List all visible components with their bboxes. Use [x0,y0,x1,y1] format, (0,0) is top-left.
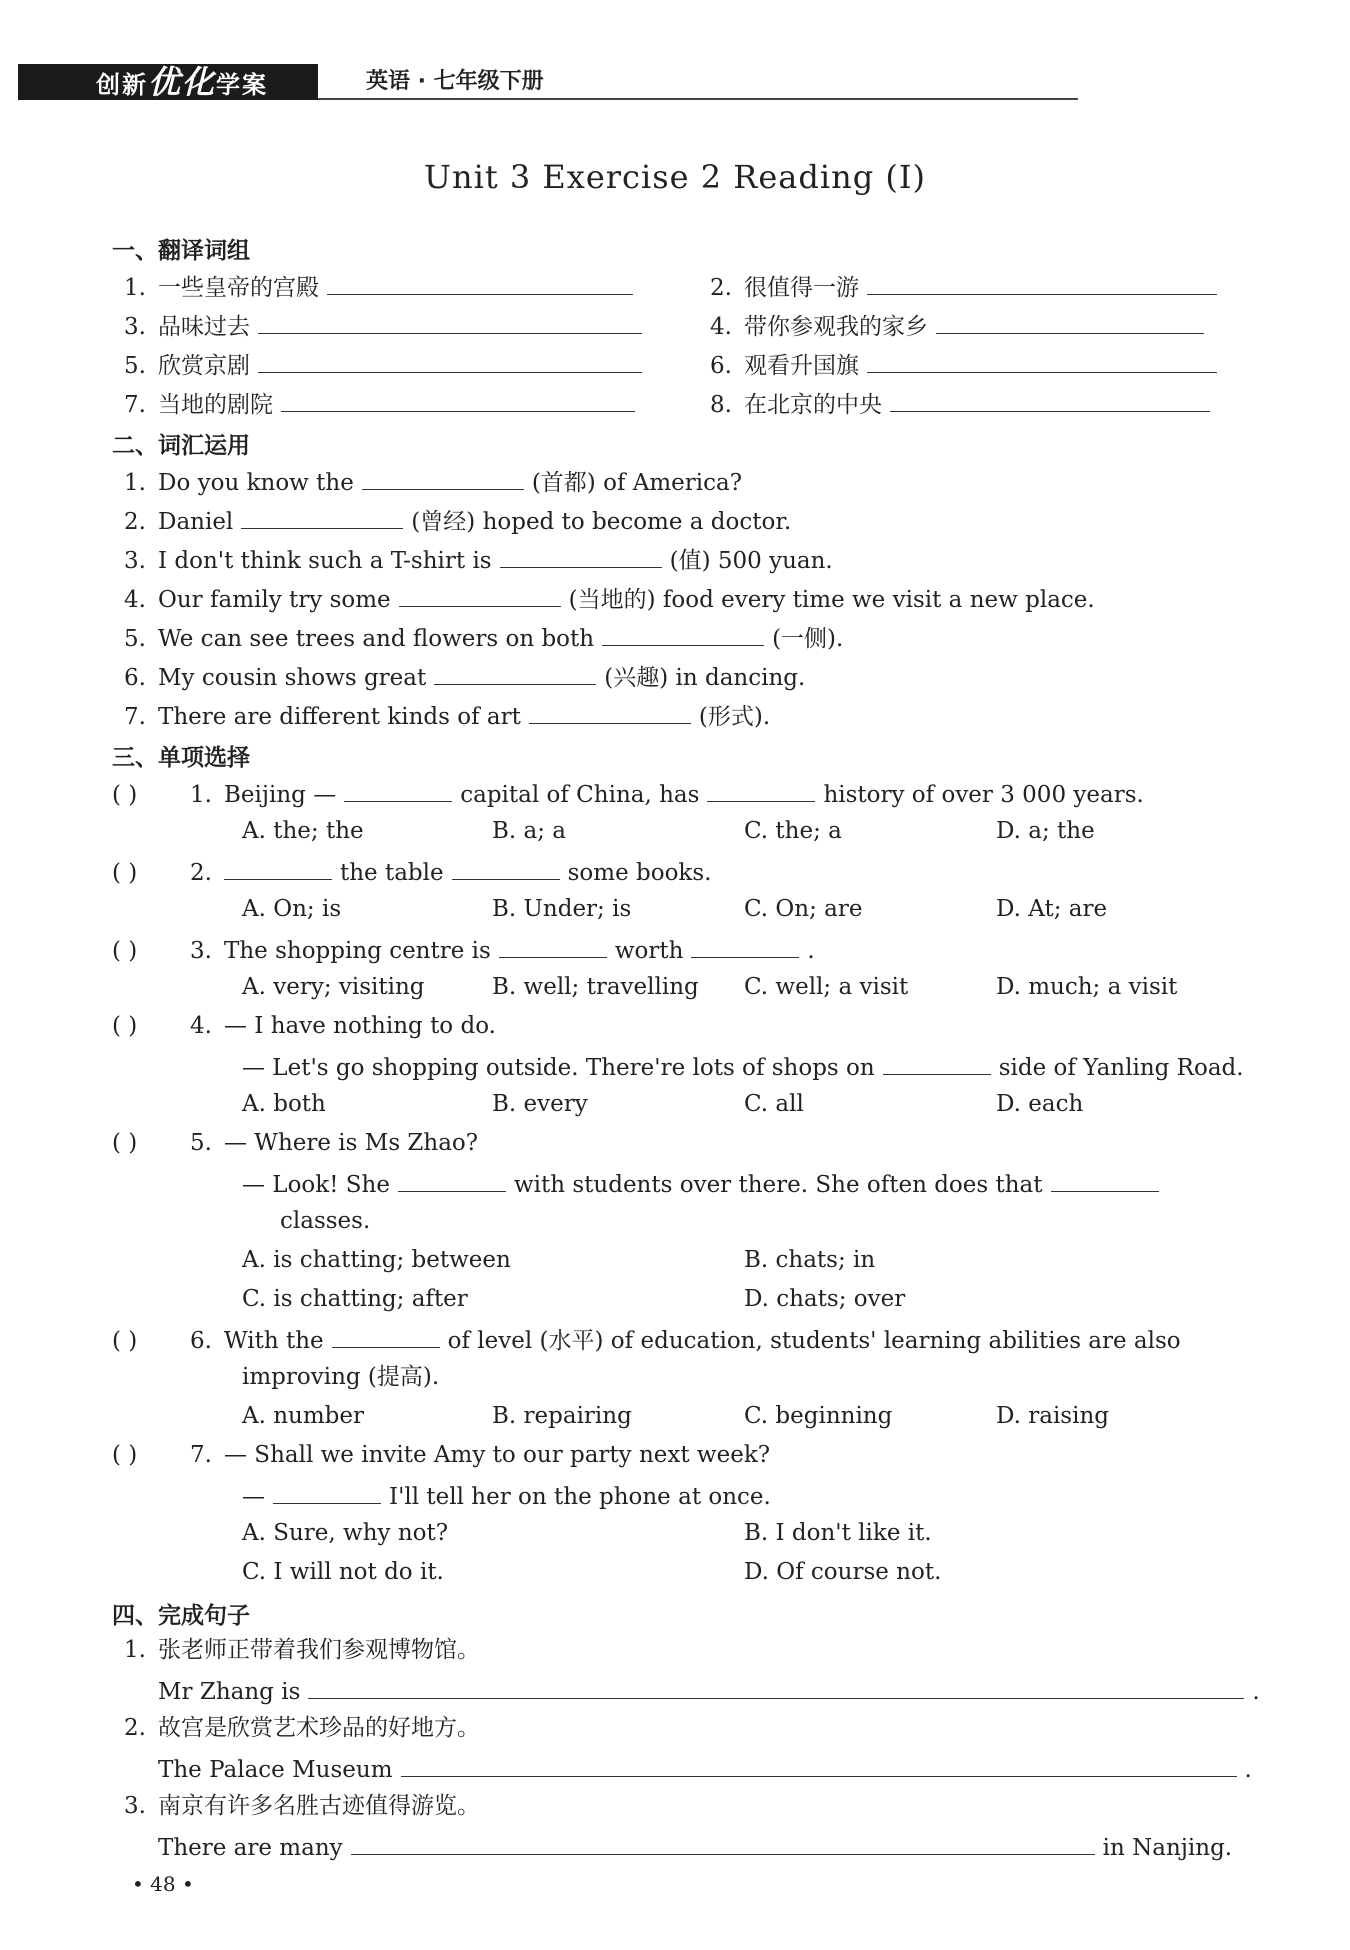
answer-blank[interactable] [867,270,1217,295]
answer-blank[interactable] [241,504,403,529]
question-text: — Let's go shopping outside. There're lots of shops on [242,1055,875,1081]
item-number: 3. [124,314,146,340]
mc-question-6-line-2: improving (提高). [242,1364,440,1390]
answer-blank[interactable] [500,543,662,568]
item-number: 5. [190,1130,212,1156]
item-text-after: hoped to become a doctor. [482,509,792,535]
item-text: 品味过去 [158,314,250,340]
option-a[interactable]: A. the; the [242,818,364,844]
item-hint: (兴趣) [604,665,669,691]
item-number: 7. [190,1442,212,1468]
english-start: The Palace Museum [158,1757,393,1783]
item-number: 7. [124,392,146,418]
option-b[interactable]: B. a; a [492,818,567,844]
answer-blank[interactable] [308,1674,1244,1699]
question-text: Beijing — [224,782,337,808]
translate-item-7 [124,387,643,420]
chinese-sentence: 张老师正带着我们参观博物馆。 [158,1637,480,1663]
answer-blank[interactable] [452,855,560,880]
item-number: 1. [124,275,146,301]
option-a[interactable]: A. Sure, why not? [242,1520,449,1546]
item-number: 5. [124,353,146,379]
answer-blank[interactable] [327,270,633,295]
option-d[interactable]: D. much; a visit [996,974,1178,1000]
item-number: 1. [124,1637,146,1663]
item-number: 4. [124,587,146,613]
answer-bracket[interactable]: ( ) [112,1442,138,1468]
question-text: I'll tell her on the phone at once. [389,1484,771,1510]
vocab-item-5 [124,621,843,654]
question-text: — Where is Ms Zhao? [224,1130,479,1156]
complete-item-2-zh [124,1713,480,1743]
option-b[interactable]: B. every [492,1091,588,1117]
answer-blank[interactable] [344,777,452,802]
question-text: . [807,938,815,964]
english-start: Mr Zhang is [158,1679,301,1705]
question-text: some books. [567,860,712,886]
item-number: 6. [124,665,146,691]
answer-blank[interactable] [867,348,1217,373]
item-number: 3. [124,1793,146,1819]
answer-blank[interactable] [707,777,815,802]
answer-blank[interactable] [351,1830,1095,1855]
mc-question-2 [112,855,711,888]
english-start: There are many [158,1835,343,1861]
answer-blank[interactable] [529,699,691,724]
vocab-item-3 [124,543,833,576]
page-number: • 48 • [132,1872,194,1896]
question-text: The shopping centre is [224,938,491,964]
option-d[interactable]: D. a; the [996,818,1095,844]
question-text: — Look! She [242,1172,390,1198]
question-text: With the [224,1328,324,1354]
item-number: 5. [124,626,146,652]
option-b[interactable]: B. repairing [492,1403,632,1429]
item-text: 当地的剧院 [158,392,273,418]
option-c[interactable]: C. On; are [744,896,863,922]
vocab-item-7 [124,699,770,732]
option-a[interactable]: A. is chatting; between [242,1247,511,1273]
brand-text-c: 学案 [216,71,269,99]
translate-item-5 [124,348,650,381]
option-c[interactable]: C. all [744,1091,804,1117]
section-complete-title: 四、完成句子 [112,1603,250,1629]
item-number: 4. [190,1013,212,1039]
option-d[interactable]: D. Of course not. [744,1559,942,1585]
sentence-end: . [1252,1679,1260,1705]
option-c[interactable]: C. I will not do it. [242,1559,444,1585]
answer-blank[interactable] [398,1167,506,1192]
mc-question-7-line-2 [242,1479,771,1512]
item-text: 欣赏京剧 [158,353,250,379]
item-number: 3. [124,548,146,574]
translate-item-8 [710,387,1218,420]
complete-item-1-en [158,1674,1260,1707]
question-text: of level (水平) of education, students' learning abilities are also [447,1328,1181,1354]
item-text: 在北京的中央 [744,392,882,418]
mc-question-1 [112,777,1144,810]
book-subtitle: 英语 · 七年级下册 [366,69,544,94]
question-text: — Shall we invite Amy to our party next week? [224,1442,771,1468]
vocab-item-2 [124,504,791,537]
chinese-sentence: 南京有许多名胜古迹值得游览。 [158,1793,480,1819]
option-b[interactable]: B. well; travelling [492,974,699,1000]
item-text-before: Our family try some [158,587,391,613]
item-text-before: Do you know the [158,470,354,496]
answer-blank[interactable] [602,621,764,646]
item-hint: (值) [669,548,711,574]
item-text-after: of America? [603,470,743,496]
answer-bracket[interactable]: ( ) [112,1013,138,1039]
chinese-sentence: 故宫是欣赏艺术珍品的好地方。 [158,1715,480,1741]
answer-bracket[interactable]: ( ) [112,1328,138,1354]
translate-item-6 [710,348,1225,381]
item-text-before: My cousin shows great [158,665,427,691]
answer-blank[interactable] [499,933,607,958]
question-text: — I have nothing to do. [224,1013,496,1039]
option-a[interactable]: A. On; is [242,896,342,922]
item-hint: (形式). [698,704,771,730]
vocab-item-4 [124,582,1095,615]
item-number: 3. [190,938,212,964]
item-number: 6. [710,353,732,379]
answer-bracket[interactable]: ( ) [112,1130,138,1156]
sentence-end: . [1244,1757,1252,1783]
question-text: with students over there. She often does that [513,1172,1043,1198]
option-d[interactable]: D. At; are [996,896,1108,922]
translate-item-3 [124,309,650,342]
complete-item-3-zh [124,1791,480,1821]
header-divider [318,98,1078,100]
translate-item-2 [710,270,1225,303]
mc-question-5-line-2 [242,1167,1167,1200]
item-number: 6. [190,1328,212,1354]
option-d[interactable]: D. chats; over [744,1286,906,1312]
vocab-item-1 [124,465,742,498]
item-text-after: in dancing. [675,665,806,691]
section-translate-title: 一、翻译词组 [112,238,250,264]
item-hint: (一侧). [772,626,844,652]
answer-blank[interactable] [883,1050,991,1075]
answer-blank[interactable] [332,1323,440,1348]
item-text-before: Daniel [158,509,234,535]
option-c[interactable]: C. well; a visit [744,974,909,1000]
item-number: 2. [710,275,732,301]
brand-text-b: 优化 [148,63,217,101]
complete-item-1-zh [124,1635,480,1665]
answer-bracket[interactable]: ( ) [112,860,138,886]
item-number: 1. [190,782,212,808]
option-a[interactable]: A. number [242,1403,364,1429]
question-text: capital of China, has [460,782,700,808]
mc-question-4-line-2 [242,1050,1244,1083]
item-number: 2. [190,860,212,886]
answer-blank[interactable] [936,309,1204,334]
option-a[interactable]: A. both [242,1091,326,1117]
item-text-before: There are different kinds of art [158,704,521,730]
question-text: side of Yanling Road. [998,1055,1244,1081]
option-c[interactable]: C. beginning [744,1403,893,1429]
option-d[interactable]: D. each [996,1091,1084,1117]
section-mc-title: 三、单项选择 [112,745,250,771]
translate-item-4 [710,309,1212,342]
answer-blank[interactable] [890,387,1210,412]
option-a[interactable]: A. very; visiting [242,974,425,1000]
answer-blank[interactable] [691,933,799,958]
brand-text-a: 创新 [96,71,148,99]
item-number: 7. [124,704,146,730]
item-text: 观看升国旗 [744,353,859,379]
mc-question-5-line-3: classes. [280,1208,371,1234]
question-text: history of over 3 000 years. [823,782,1144,808]
mc-question-5 [112,1128,478,1158]
option-d[interactable]: D. raising [996,1403,1110,1429]
mc-question-4 [112,1011,496,1041]
item-hint: (当地的) [568,587,656,613]
question-text: the table [340,860,444,886]
vocab-item-6 [124,660,805,693]
item-number: 8. [710,392,732,418]
item-number: 1. [124,470,146,496]
mc-question-3 [112,933,815,966]
item-text-after: 500 yuan. [717,548,833,574]
answer-blank[interactable] [258,309,642,334]
page-title: Unit 3 Exercise 2 Reading (Ⅰ) [424,158,926,196]
question-text: worth [614,938,684,964]
answer-bracket[interactable]: ( ) [112,782,138,808]
complete-item-3-en [158,1830,1232,1863]
brand-banner [18,64,318,100]
mc-question-7 [112,1440,770,1470]
sentence-end: in Nanjing. [1102,1835,1233,1861]
option-b[interactable]: B. Under; is [492,896,632,922]
answer-blank[interactable] [362,465,524,490]
complete-item-2-en [158,1752,1252,1785]
answer-blank[interactable] [281,387,635,412]
item-text: 一些皇帝的宫殿 [158,275,319,301]
option-c[interactable]: C. the; a [744,818,842,844]
mc-question-6 [112,1323,1181,1356]
translate-item-1 [124,270,641,303]
answer-bracket[interactable]: ( ) [112,938,138,964]
item-text-after: food every time we visit a new place. [662,587,1095,613]
answer-blank[interactable] [258,348,642,373]
item-hint: (首都) [531,470,596,496]
answer-blank[interactable] [273,1479,381,1504]
option-c[interactable]: C. is chatting; after [242,1286,468,1312]
answer-blank[interactable] [224,855,332,880]
item-number: 2. [124,1715,146,1741]
item-text: 很值得一游 [744,275,859,301]
answer-blank[interactable] [434,660,596,685]
item-hint: (曾经) [411,509,476,535]
question-text: — [242,1484,265,1510]
option-b[interactable]: B. chats; in [744,1247,876,1273]
item-text-before: We can see trees and flowers on both [158,626,595,652]
answer-blank[interactable] [1051,1167,1159,1192]
item-number: 2. [124,509,146,535]
item-number: 4. [710,314,732,340]
item-text: 带你参观我的家乡 [744,314,928,340]
section-vocab-title: 二、词汇运用 [112,433,250,459]
answer-blank[interactable] [401,1752,1237,1777]
option-b[interactable]: B. I don't like it. [744,1520,932,1546]
item-text-before: I don't think such a T-shirt is [158,548,492,574]
answer-blank[interactable] [399,582,561,607]
